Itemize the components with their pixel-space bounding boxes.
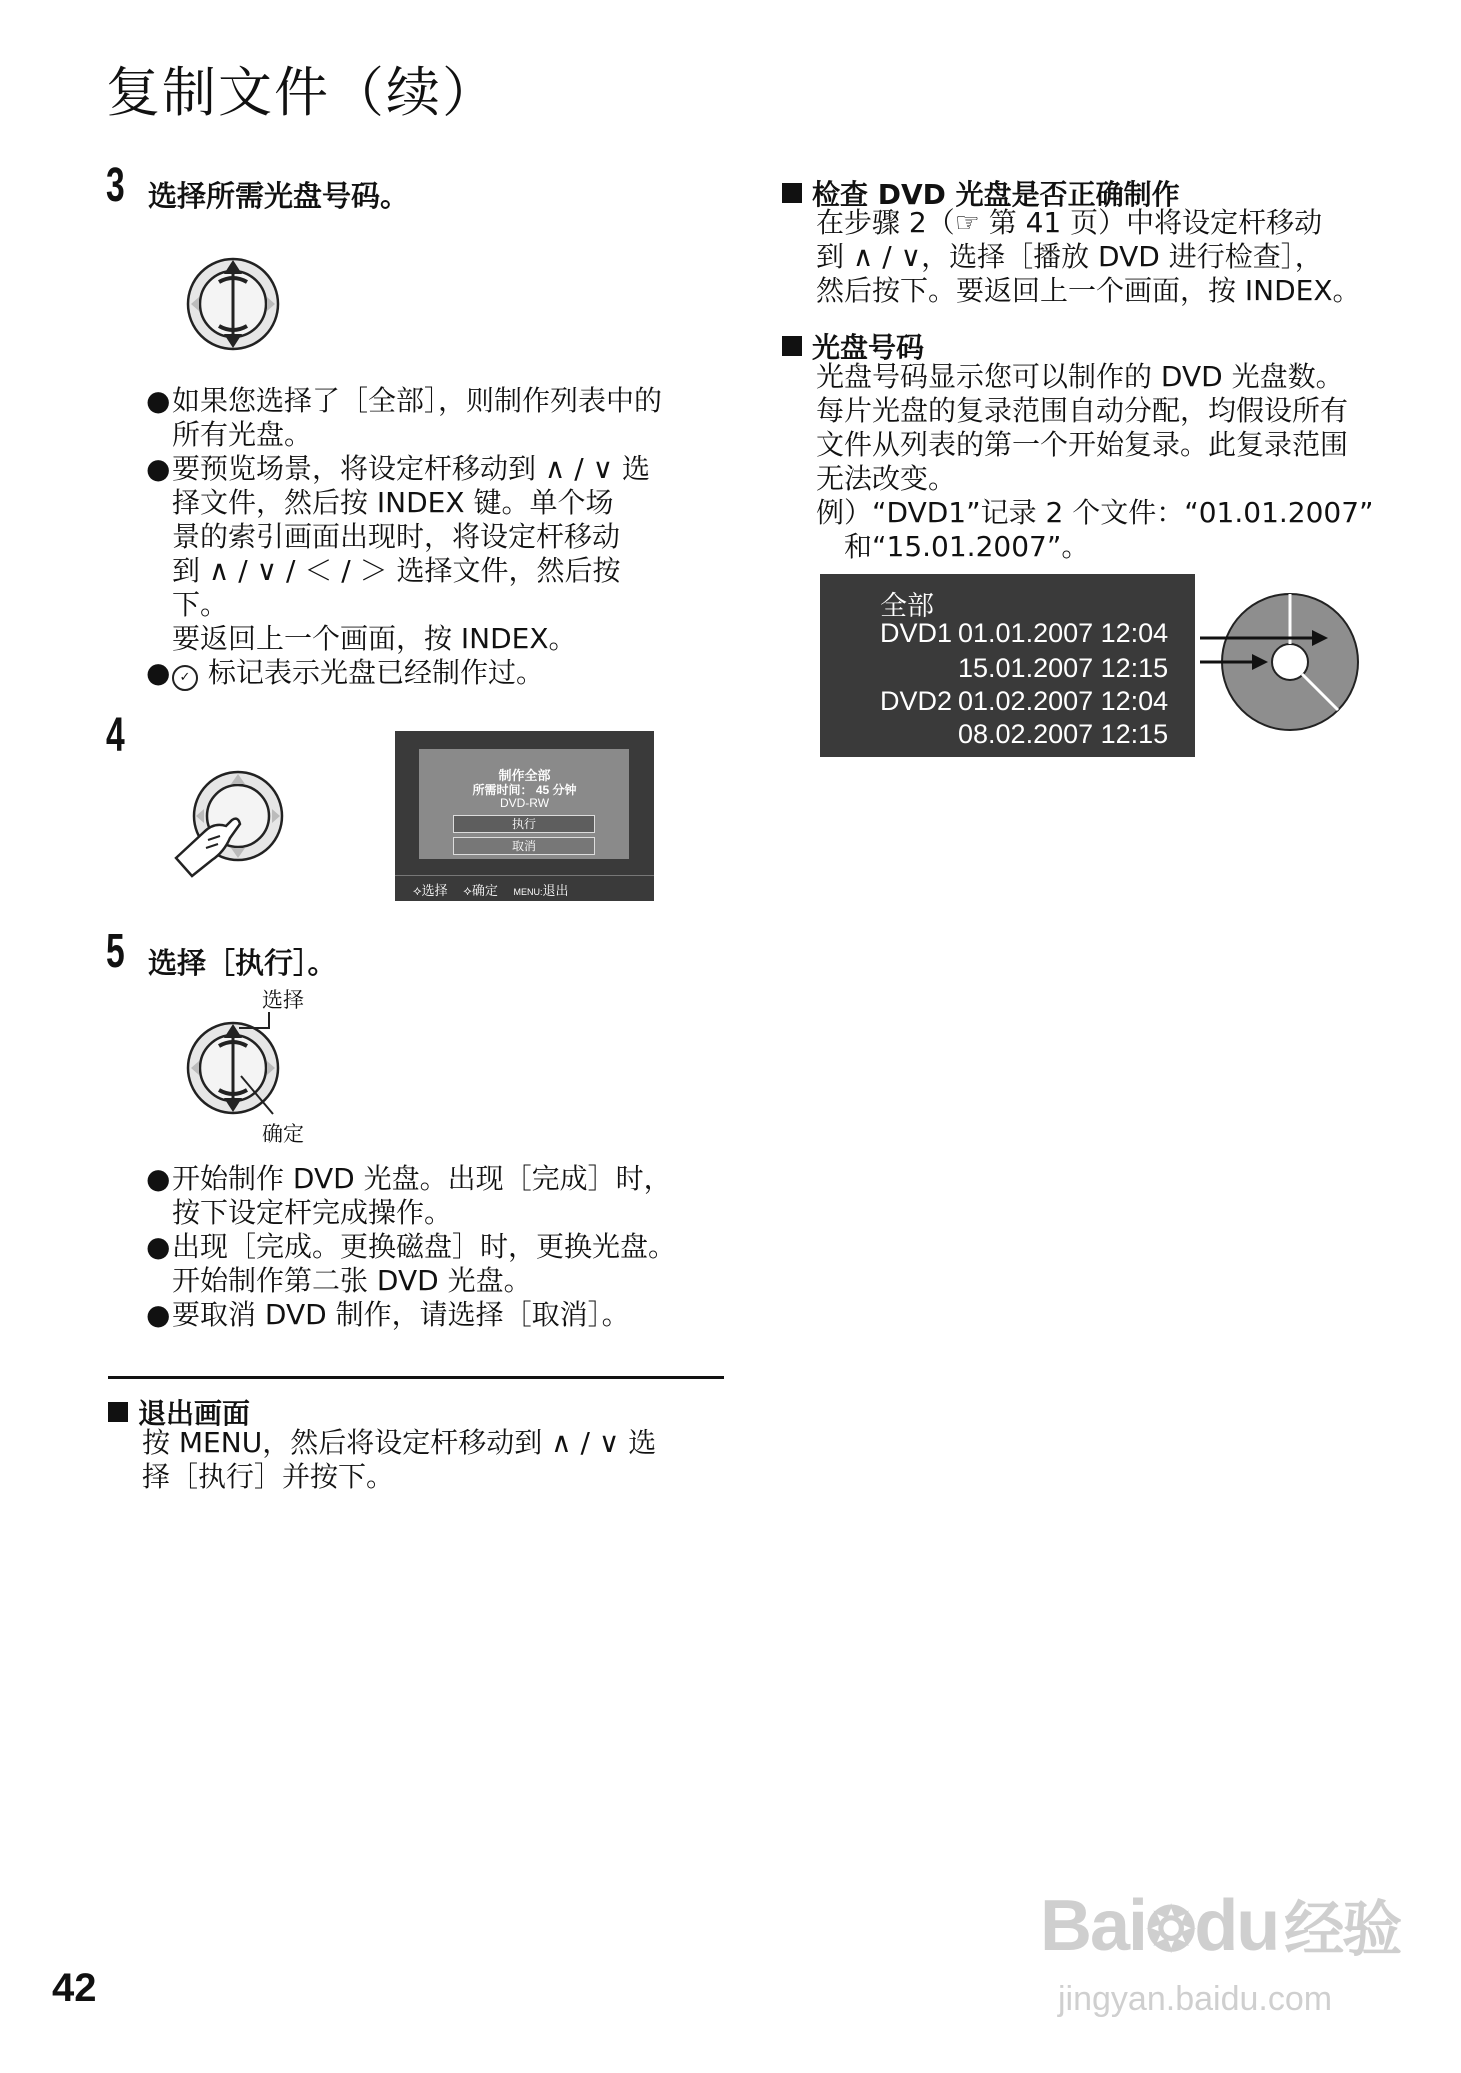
file-datetime: 08.02.2007 12:15: [958, 719, 1169, 749]
screen-footer: ⟡选择 ⟡确定 MENU:退出: [413, 883, 569, 898]
section-divider: [108, 1376, 724, 1379]
list-item: ● ✓ 标记表示光盘已经制作过。: [146, 656, 545, 689]
disc-range-diagram-icon: [1200, 590, 1360, 740]
screen-title: 制作全部: [498, 768, 551, 783]
exit-section-text: 按 MENU，然后将设定杆移动到 ∧ / ∨ 选 择［执行］并按下。: [142, 1426, 657, 1493]
label-select: 选择: [262, 988, 304, 1012]
file-datetime: 01.01.2007 12:04: [958, 618, 1169, 648]
lcd-screen: [395, 731, 654, 901]
disc-list-header: 全部: [880, 591, 934, 621]
check-section-heading: 检查 DVD 光盘是否正确制作: [782, 173, 1180, 213]
square-bullet-icon: [782, 183, 802, 203]
control-lever-up-down-icon: [183, 254, 283, 354]
execute-button[interactable]: 执行: [453, 815, 595, 833]
step-3-notes: [146, 384, 746, 691]
step-5-title: 选择［执行］。: [148, 946, 337, 980]
exit-section-heading: 退出画面: [108, 1392, 250, 1432]
file-datetime: 15.01.2007 12:15: [958, 653, 1169, 683]
cancel-button[interactable]: 取消: [453, 837, 595, 855]
step-5-number: 5: [106, 925, 125, 978]
list-item: ● 出现［完成。更换磁盘］时，更换光盘。 开始制作第二张 DVD 光盘。: [146, 1230, 677, 1297]
disc-list-panel: [820, 574, 1195, 757]
disc-section-text: 光盘号码显示您可以制作的 DVD 光盘数。 每片光盘的复录范围自动分配，均假设所有 文件从列表的第一个开始复录。此复录范围 无法改变。 例）“DVD1”记录 2 个文件：“01.01.2007” 和“15.01.2007”。: [816, 360, 1374, 563]
press-lever-hand-icon: [174, 766, 292, 878]
screen-media: DVD-RW: [499, 796, 550, 810]
square-bullet-icon: [108, 1402, 128, 1422]
watermark-url: jingyan.baidu.com: [1058, 1980, 1333, 2018]
square-bullet-icon: [782, 336, 802, 356]
list-item: ● 要预览场景，将设定杆移动到 ∧ / ∨ 选 择文件，然后按 INDEX 键。单个场 景的索引画面出现时，将设定杆移动 到 ∧ / ∨ / ＜ / ＞ 选择文件，然后按 下。 要返回上一个画面，按 INDEX。: [146, 452, 651, 655]
control-lever-select-confirm-icon: [183, 1010, 293, 1122]
step-3-number: 3: [106, 159, 125, 212]
check-section-text: 在步骤 2（☞ 第 41 页）中将设定杆移动 到 ∧ / ∨，选择［播放 DVD 进行检查］， 然后按下。要返回上一个画面，按 INDEX。: [816, 206, 1361, 307]
disc-section-heading: 光盘号码: [782, 326, 924, 366]
watermark-logo: Bai❂du 经验: [1040, 1886, 1401, 1966]
screen-time: 所需时间： 45 分钟: [472, 783, 577, 797]
file-datetime: 01.02.2007 12:04: [958, 686, 1169, 716]
select-hint-icon: ⟡: [413, 883, 422, 898]
disc-label: DVD2: [880, 686, 953, 716]
page-title: 复制文件（续）: [106, 61, 498, 124]
confirm-hint-icon: ⟡: [463, 883, 472, 898]
list-item: ● 要取消 DVD 制作，请选择［取消］。: [146, 1298, 630, 1331]
disc-created-mark-icon: ✓: [172, 665, 198, 691]
step-5-notes: [146, 1162, 746, 1332]
disc-label: DVD1: [880, 618, 953, 648]
list-item: ● 如果您选择了［全部］，则制作列表中的 所有光盘。: [146, 384, 663, 451]
label-confirm: 确定: [262, 1122, 304, 1146]
page-number: 42: [52, 1966, 97, 2010]
step-4-number: 4: [106, 709, 125, 762]
step-3-title: 选择所需光盘号码。: [148, 179, 410, 213]
list-item: ● 开始制作 DVD 光盘。出现［完成］时， 按下设定杆完成操作。: [146, 1162, 672, 1229]
paw-icon: ❂: [1146, 1896, 1195, 1963]
